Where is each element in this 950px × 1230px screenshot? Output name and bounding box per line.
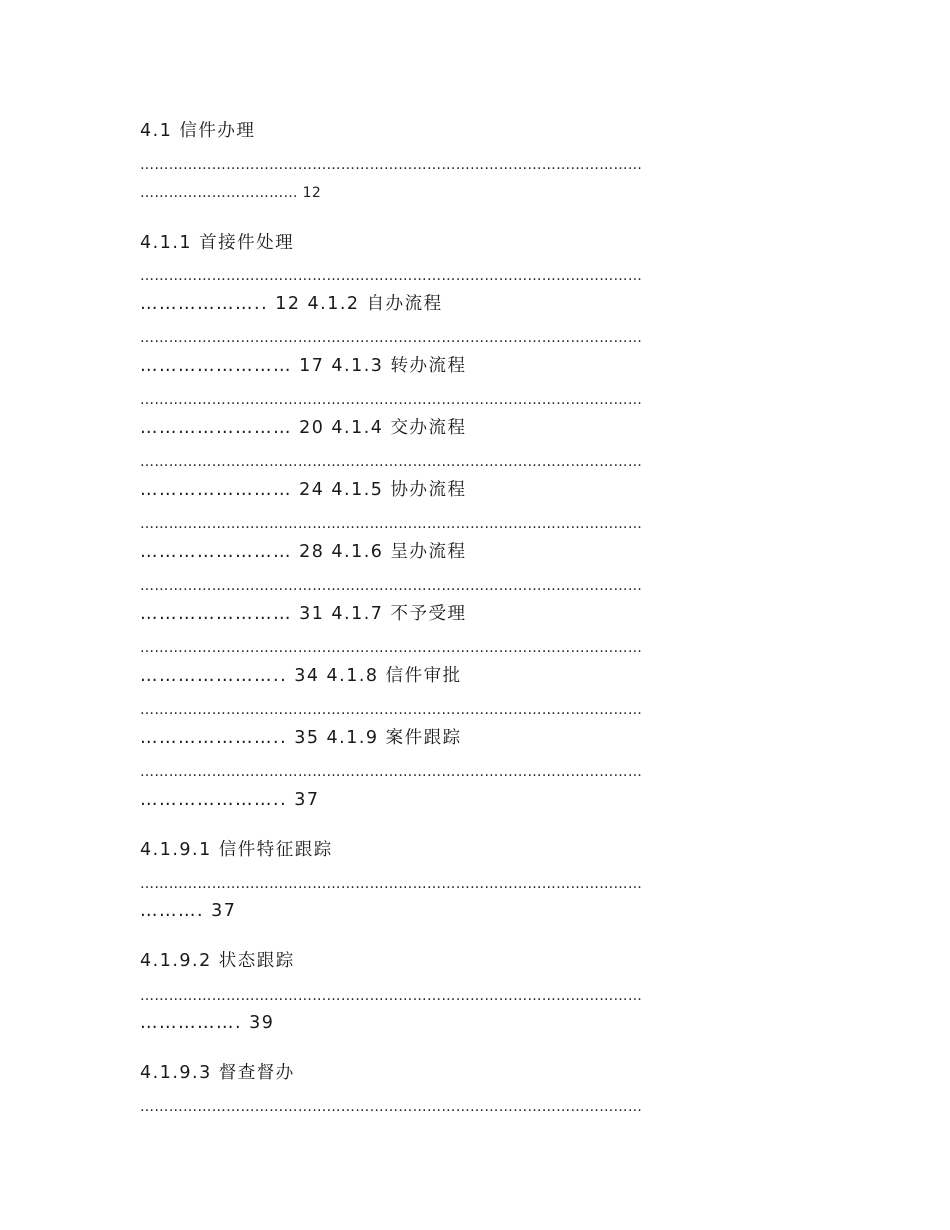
toc-leader-line: ……………………………………………………………………………………………	[140, 268, 643, 284]
toc-leader-with-page: ……………. 39	[140, 1013, 275, 1033]
toc-heading-4-1-9-1: 4.1.9.1 信件特征跟踪	[140, 840, 333, 860]
toc-leader-with-page: ………………….. 37	[140, 790, 320, 810]
toc-leader-line: ……………………………………………………………………………………………	[140, 578, 643, 594]
toc-heading-4-1-1: 4.1.1 首接件处理	[140, 233, 295, 253]
toc-leader-line: ……………………………………………………………………………………………	[140, 330, 643, 346]
toc-leader-line: ……………………………………………………………………………………………	[140, 516, 643, 532]
toc-leader-line: ……………………………………………………………………………………………	[140, 392, 643, 408]
toc-leader-line: ……………………………………………………………………………………………	[140, 702, 643, 718]
toc-leader-line: ……………………………………………………………………………………………	[140, 1099, 643, 1115]
toc-leader-line: ……………………………………………………………………………………………	[140, 876, 643, 892]
toc-entry-4-1-4: …………………… 20 4.1.4 交办流程	[140, 418, 467, 438]
toc-heading-4-1-9-2: 4.1.9.2 状态跟踪	[140, 951, 295, 971]
toc-leader-line: ……………………………………………………………………………………………	[140, 157, 643, 173]
toc-leader-line: ……………………………………………………………………………………………	[140, 988, 643, 1004]
toc-leader-line: ……………………………………………………………………………………………	[140, 454, 643, 470]
toc-entry-4-1-6: …………………… 28 4.1.6 呈办流程	[140, 542, 467, 562]
toc-heading-4-1-9-3: 4.1.9.3 督查督办	[140, 1063, 295, 1083]
toc-entry-4-1-7: …………………… 31 4.1.7 不予受理	[140, 604, 467, 624]
toc-entry-4-1-8: ………………….. 34 4.1.8 信件审批	[140, 666, 462, 686]
toc-leader-line: ……………………………………………………………………………………………	[140, 764, 643, 780]
toc-leader-with-page: …………………………… 12	[140, 185, 322, 201]
toc-leader-with-page: ………. 37	[140, 901, 237, 921]
toc-entry-4-1-9: ………………….. 35 4.1.9 案件跟踪	[140, 728, 462, 748]
toc-entry-4-1-5: …………………… 24 4.1.5 协办流程	[140, 480, 467, 500]
toc-heading-4-1: 4.1 信件办理	[140, 121, 256, 141]
toc-entry-4-1-3: …………………… 17 4.1.3 转办流程	[140, 356, 467, 376]
toc-leader-line: ……………………………………………………………………………………………	[140, 640, 643, 656]
toc-entry-4-1-2: ……………….. 12 4.1.2 自办流程	[140, 294, 443, 314]
